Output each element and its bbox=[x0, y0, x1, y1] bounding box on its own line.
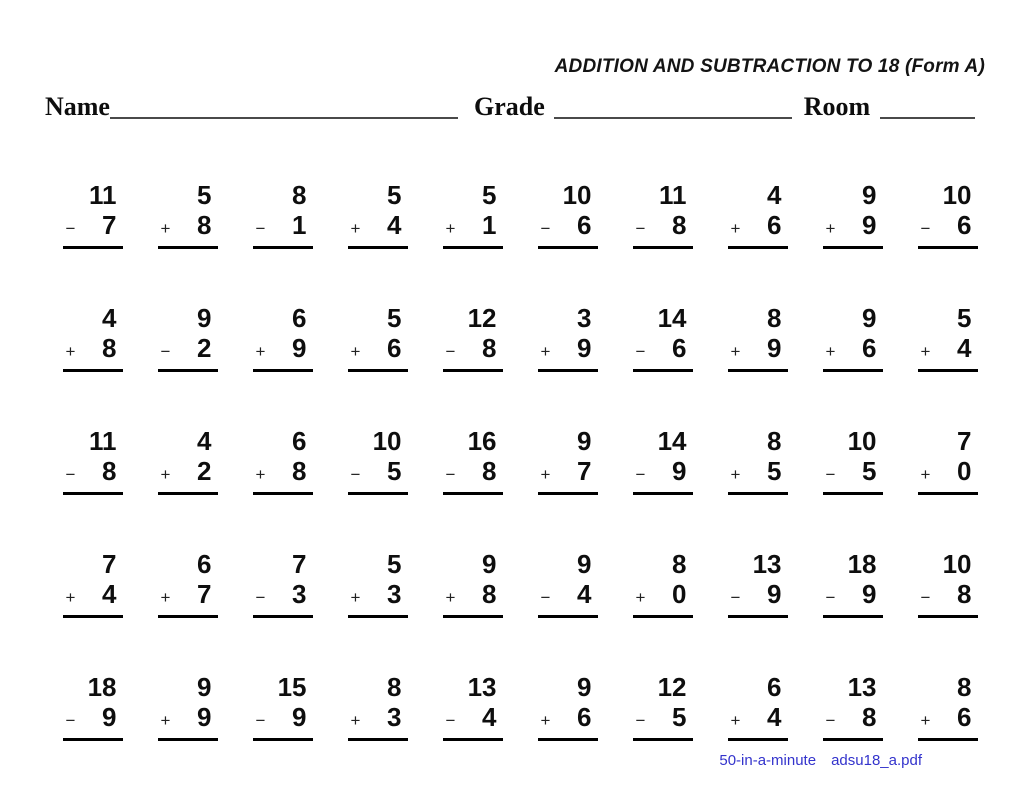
problem-bottom-number: 6 bbox=[577, 210, 592, 240]
name-label: Name bbox=[45, 92, 110, 121]
plus-operator: + bbox=[920, 342, 931, 361]
problem-bottom-number: 9 bbox=[102, 702, 117, 732]
minus-operator: − bbox=[540, 219, 551, 238]
problem-cell bbox=[918, 549, 978, 618]
problem-bottom bbox=[63, 579, 123, 618]
problem-bottom-number: 4 bbox=[767, 702, 782, 732]
minus-operator: − bbox=[350, 465, 361, 484]
room-label: Room bbox=[803, 92, 871, 121]
grade-blank-line bbox=[554, 117, 792, 119]
problem-top-number: 7 bbox=[102, 549, 117, 579]
problem-bottom-number: 8 bbox=[292, 456, 307, 486]
problem-bottom-number: 6 bbox=[577, 702, 592, 732]
problem-cell bbox=[443, 672, 503, 741]
problem-bottom-number: 9 bbox=[672, 456, 687, 486]
problem-bottom bbox=[443, 579, 503, 618]
problem-bottom-number: 9 bbox=[862, 579, 877, 609]
plus-operator: + bbox=[160, 588, 171, 607]
problem-top-number: 9 bbox=[577, 549, 592, 579]
plus-operator: + bbox=[825, 342, 836, 361]
problem-top-number: 5 bbox=[197, 180, 212, 210]
problem-bottom bbox=[443, 333, 503, 372]
problem-bottom-number: 8 bbox=[197, 210, 212, 240]
minus-operator: − bbox=[65, 711, 76, 730]
problem-bottom-number: 8 bbox=[482, 456, 497, 486]
plus-operator: + bbox=[65, 588, 76, 607]
site-link[interactable]: 50-in-a-minute bbox=[719, 752, 817, 769]
problem-cell bbox=[823, 180, 883, 249]
problem-row bbox=[45, 180, 995, 249]
problem-bottom-number: 4 bbox=[577, 579, 592, 609]
problem-top-number: 12 bbox=[657, 672, 687, 702]
problem-cell bbox=[348, 180, 408, 249]
problem-top-number: 16 bbox=[467, 426, 497, 456]
problem-bottom-number: 3 bbox=[292, 579, 307, 609]
minus-operator: − bbox=[635, 342, 646, 361]
minus-operator: − bbox=[825, 711, 836, 730]
problem-bottom-number: 7 bbox=[102, 210, 117, 240]
problem-bottom bbox=[538, 456, 598, 495]
problem-bottom-number: 8 bbox=[102, 333, 117, 363]
problem-bottom bbox=[253, 702, 313, 741]
problem-cell bbox=[918, 426, 978, 495]
problem-top-number: 9 bbox=[197, 672, 212, 702]
problem-top-number: 5 bbox=[387, 549, 402, 579]
problem-bottom bbox=[538, 579, 598, 618]
problem-bottom-number: 2 bbox=[197, 456, 212, 486]
problem-row bbox=[45, 303, 995, 372]
problem-top-number: 7 bbox=[292, 549, 307, 579]
problem-bottom-number: 9 bbox=[767, 579, 782, 609]
problem-top-number: 8 bbox=[957, 672, 972, 702]
problem-top-number: 3 bbox=[577, 303, 592, 333]
problem-top-number: 6 bbox=[292, 426, 307, 456]
problem-bottom bbox=[728, 333, 788, 372]
problem-top-number: 10 bbox=[562, 180, 592, 210]
problem-top-number: 4 bbox=[197, 426, 212, 456]
problem-cell bbox=[538, 672, 598, 741]
plus-operator: + bbox=[255, 465, 266, 484]
plus-operator: + bbox=[540, 342, 551, 361]
problem-bottom-number: 9 bbox=[197, 702, 212, 732]
problem-top-number: 4 bbox=[767, 180, 782, 210]
minus-operator: − bbox=[255, 711, 266, 730]
problems-grid bbox=[45, 180, 995, 795]
problem-top-number: 4 bbox=[102, 303, 117, 333]
problem-cell bbox=[63, 426, 123, 495]
name-grade-room-line bbox=[45, 92, 987, 122]
problem-top-number: 14 bbox=[657, 303, 687, 333]
problem-cell bbox=[253, 672, 313, 741]
problem-bottom-number: 9 bbox=[767, 333, 782, 363]
problem-bottom bbox=[633, 702, 693, 741]
plus-operator: + bbox=[540, 711, 551, 730]
problem-top-number: 9 bbox=[197, 303, 212, 333]
problem-cell bbox=[918, 303, 978, 372]
minus-operator: − bbox=[635, 219, 646, 238]
problem-bottom bbox=[823, 702, 883, 741]
problem-cell bbox=[253, 180, 313, 249]
problem-bottom-number: 4 bbox=[387, 210, 402, 240]
plus-operator: + bbox=[730, 219, 741, 238]
problem-cell bbox=[253, 303, 313, 372]
problem-cell bbox=[918, 672, 978, 741]
problem-top-number: 8 bbox=[767, 426, 782, 456]
problem-bottom bbox=[823, 579, 883, 618]
problem-bottom-number: 5 bbox=[387, 456, 402, 486]
problem-cell bbox=[538, 549, 598, 618]
problem-bottom bbox=[63, 210, 123, 249]
minus-operator: − bbox=[255, 588, 266, 607]
problem-bottom bbox=[158, 702, 218, 741]
problem-top-number: 6 bbox=[767, 672, 782, 702]
problem-cell bbox=[918, 180, 978, 249]
file-link[interactable]: adsu18_a.pdf bbox=[831, 752, 922, 769]
plus-operator: + bbox=[920, 711, 931, 730]
problem-top-number: 15 bbox=[277, 672, 307, 702]
problem-bottom-number: 0 bbox=[672, 579, 687, 609]
problem-cell bbox=[158, 426, 218, 495]
problem-top-number: 6 bbox=[197, 549, 212, 579]
grade-label: Grade bbox=[473, 92, 545, 121]
problem-bottom bbox=[158, 210, 218, 249]
problem-row bbox=[45, 549, 995, 618]
problem-cell bbox=[158, 672, 218, 741]
problem-bottom bbox=[158, 579, 218, 618]
problem-cell bbox=[443, 180, 503, 249]
problem-bottom bbox=[253, 333, 313, 372]
problem-cell bbox=[253, 426, 313, 495]
problem-row bbox=[45, 426, 995, 495]
problem-bottom bbox=[823, 456, 883, 495]
problem-bottom bbox=[633, 456, 693, 495]
problem-bottom-number: 4 bbox=[957, 333, 972, 363]
problem-bottom bbox=[443, 456, 503, 495]
problem-top-number: 7 bbox=[957, 426, 972, 456]
problem-top-number: 13 bbox=[847, 672, 877, 702]
problem-bottom bbox=[63, 456, 123, 495]
problem-bottom bbox=[918, 456, 978, 495]
problem-cell bbox=[823, 672, 883, 741]
problem-bottom bbox=[443, 210, 503, 249]
minus-operator: − bbox=[635, 711, 646, 730]
problem-cell bbox=[443, 303, 503, 372]
problem-bottom-number: 6 bbox=[387, 333, 402, 363]
problem-bottom bbox=[348, 333, 408, 372]
problem-bottom-number: 4 bbox=[482, 702, 497, 732]
problem-cell bbox=[823, 426, 883, 495]
problem-bottom-number: 5 bbox=[767, 456, 782, 486]
problem-bottom-number: 9 bbox=[577, 333, 592, 363]
problem-bottom bbox=[348, 210, 408, 249]
problem-cell bbox=[538, 303, 598, 372]
problem-bottom bbox=[633, 210, 693, 249]
problem-bottom-number: 3 bbox=[387, 579, 402, 609]
problem-bottom-number: 6 bbox=[767, 210, 782, 240]
problem-bottom bbox=[918, 702, 978, 741]
problem-top-number: 11 bbox=[89, 180, 117, 210]
problem-top-number: 5 bbox=[387, 180, 402, 210]
problem-bottom bbox=[728, 210, 788, 249]
problem-top-number: 10 bbox=[847, 426, 877, 456]
problem-bottom bbox=[253, 579, 313, 618]
problem-top-number: 8 bbox=[292, 180, 307, 210]
plus-operator: + bbox=[445, 588, 456, 607]
problem-bottom bbox=[348, 702, 408, 741]
problem-bottom-number: 9 bbox=[292, 702, 307, 732]
plus-operator: + bbox=[255, 342, 266, 361]
problem-bottom-number: 6 bbox=[862, 333, 877, 363]
problem-cell bbox=[253, 549, 313, 618]
problem-cell bbox=[823, 549, 883, 618]
minus-operator: − bbox=[65, 465, 76, 484]
plus-operator: + bbox=[350, 219, 361, 238]
problem-bottom bbox=[253, 210, 313, 249]
problem-bottom-number: 1 bbox=[292, 210, 307, 240]
plus-operator: + bbox=[160, 219, 171, 238]
problem-bottom-number: 8 bbox=[482, 579, 497, 609]
room-blank-line bbox=[880, 117, 975, 119]
problem-bottom bbox=[728, 579, 788, 618]
problem-top-number: 6 bbox=[292, 303, 307, 333]
minus-operator: − bbox=[730, 588, 741, 607]
minus-operator: − bbox=[540, 588, 551, 607]
plus-operator: + bbox=[825, 219, 836, 238]
problem-bottom bbox=[823, 333, 883, 372]
footer bbox=[719, 752, 922, 769]
problem-cell bbox=[348, 549, 408, 618]
problem-bottom bbox=[823, 210, 883, 249]
problem-bottom-number: 7 bbox=[197, 579, 212, 609]
problem-bottom-number: 2 bbox=[197, 333, 212, 363]
problem-cell bbox=[348, 426, 408, 495]
problem-top-number: 18 bbox=[847, 549, 877, 579]
minus-operator: − bbox=[825, 465, 836, 484]
problem-top-number: 10 bbox=[942, 180, 972, 210]
problem-bottom bbox=[633, 333, 693, 372]
plus-operator: + bbox=[350, 711, 361, 730]
problem-bottom bbox=[538, 702, 598, 741]
problem-bottom bbox=[253, 456, 313, 495]
problem-bottom-number: 5 bbox=[862, 456, 877, 486]
minus-operator: − bbox=[920, 588, 931, 607]
problem-bottom-number: 6 bbox=[957, 210, 972, 240]
minus-operator: − bbox=[635, 465, 646, 484]
problem-top-number: 5 bbox=[387, 303, 402, 333]
problem-top-number: 10 bbox=[942, 549, 972, 579]
problem-top-number: 5 bbox=[957, 303, 972, 333]
problem-bottom bbox=[633, 579, 693, 618]
problem-top-number: 9 bbox=[862, 303, 877, 333]
minus-operator: − bbox=[255, 219, 266, 238]
problem-bottom bbox=[63, 702, 123, 741]
problem-top-number: 13 bbox=[752, 549, 782, 579]
problem-bottom bbox=[158, 333, 218, 372]
problem-cell bbox=[728, 672, 788, 741]
problem-bottom-number: 7 bbox=[577, 456, 592, 486]
plus-operator: + bbox=[730, 711, 741, 730]
problem-bottom bbox=[538, 210, 598, 249]
problem-top-number: 8 bbox=[387, 672, 402, 702]
problem-top-number: 11 bbox=[659, 180, 687, 210]
problem-cell bbox=[633, 549, 693, 618]
problem-cell bbox=[63, 303, 123, 372]
plus-operator: + bbox=[635, 588, 646, 607]
problem-top-number: 13 bbox=[467, 672, 497, 702]
problem-bottom-number: 8 bbox=[102, 456, 117, 486]
minus-operator: − bbox=[65, 219, 76, 238]
problem-top-number: 11 bbox=[89, 426, 117, 456]
problem-top-number: 9 bbox=[577, 672, 592, 702]
problem-cell bbox=[158, 180, 218, 249]
problem-top-number: 18 bbox=[87, 672, 117, 702]
plus-operator: + bbox=[350, 342, 361, 361]
problem-bottom bbox=[728, 702, 788, 741]
problem-bottom bbox=[918, 579, 978, 618]
problem-top-number: 9 bbox=[862, 180, 877, 210]
problem-bottom bbox=[158, 456, 218, 495]
problem-cell bbox=[538, 180, 598, 249]
problem-bottom bbox=[918, 333, 978, 372]
plus-operator: + bbox=[920, 465, 931, 484]
problem-bottom bbox=[918, 210, 978, 249]
problem-bottom bbox=[728, 456, 788, 495]
minus-operator: − bbox=[825, 588, 836, 607]
problem-bottom-number: 1 bbox=[482, 210, 497, 240]
problem-cell bbox=[728, 180, 788, 249]
minus-operator: − bbox=[445, 342, 456, 361]
problem-cell bbox=[823, 303, 883, 372]
problem-row bbox=[45, 672, 995, 741]
problem-top-number: 5 bbox=[482, 180, 497, 210]
name-blank-line bbox=[110, 117, 458, 119]
problem-bottom bbox=[348, 456, 408, 495]
plus-operator: + bbox=[730, 465, 741, 484]
problem-bottom-number: 6 bbox=[672, 333, 687, 363]
problem-cell bbox=[443, 549, 503, 618]
problem-bottom bbox=[348, 579, 408, 618]
plus-operator: + bbox=[730, 342, 741, 361]
problem-top-number: 9 bbox=[577, 426, 592, 456]
worksheet-title: ADDITION AND SUBTRACTION TO 18 (Form A) bbox=[554, 56, 985, 77]
problem-bottom-number: 6 bbox=[957, 702, 972, 732]
minus-operator: − bbox=[445, 711, 456, 730]
minus-operator: − bbox=[160, 342, 171, 361]
problem-cell bbox=[63, 549, 123, 618]
problem-bottom-number: 0 bbox=[957, 456, 972, 486]
minus-operator: − bbox=[920, 219, 931, 238]
problem-cell bbox=[728, 303, 788, 372]
problem-cell bbox=[158, 303, 218, 372]
problem-top-number: 8 bbox=[672, 549, 687, 579]
problem-bottom-number: 4 bbox=[102, 579, 117, 609]
plus-operator: + bbox=[65, 342, 76, 361]
problem-bottom-number: 3 bbox=[387, 702, 402, 732]
problem-cell bbox=[728, 549, 788, 618]
minus-operator: − bbox=[445, 465, 456, 484]
problem-cell bbox=[63, 672, 123, 741]
problem-cell bbox=[538, 426, 598, 495]
plus-operator: + bbox=[160, 465, 171, 484]
plus-operator: + bbox=[445, 219, 456, 238]
problem-bottom-number: 9 bbox=[862, 210, 877, 240]
plus-operator: + bbox=[540, 465, 551, 484]
problem-bottom-number: 8 bbox=[862, 702, 877, 732]
problem-bottom-number: 5 bbox=[672, 702, 687, 732]
problem-top-number: 14 bbox=[657, 426, 687, 456]
problem-bottom-number: 8 bbox=[957, 579, 972, 609]
problem-cell bbox=[348, 303, 408, 372]
problem-bottom-number: 8 bbox=[672, 210, 687, 240]
problem-cell bbox=[728, 426, 788, 495]
problem-bottom bbox=[443, 702, 503, 741]
problem-top-number: 10 bbox=[372, 426, 402, 456]
problem-bottom-number: 9 bbox=[292, 333, 307, 363]
problem-cell bbox=[348, 672, 408, 741]
plus-operator: + bbox=[160, 711, 171, 730]
problem-top-number: 8 bbox=[767, 303, 782, 333]
problem-cell bbox=[158, 549, 218, 618]
problem-cell bbox=[633, 180, 693, 249]
problem-cell bbox=[633, 672, 693, 741]
plus-operator: + bbox=[350, 588, 361, 607]
problem-cell bbox=[443, 426, 503, 495]
problem-top-number: 9 bbox=[482, 549, 497, 579]
problem-bottom bbox=[63, 333, 123, 372]
problem-bottom-number: 8 bbox=[482, 333, 497, 363]
problem-cell bbox=[63, 180, 123, 249]
problem-top-number: 12 bbox=[467, 303, 497, 333]
problem-cell bbox=[633, 303, 693, 372]
problem-bottom bbox=[538, 333, 598, 372]
problem-cell bbox=[633, 426, 693, 495]
